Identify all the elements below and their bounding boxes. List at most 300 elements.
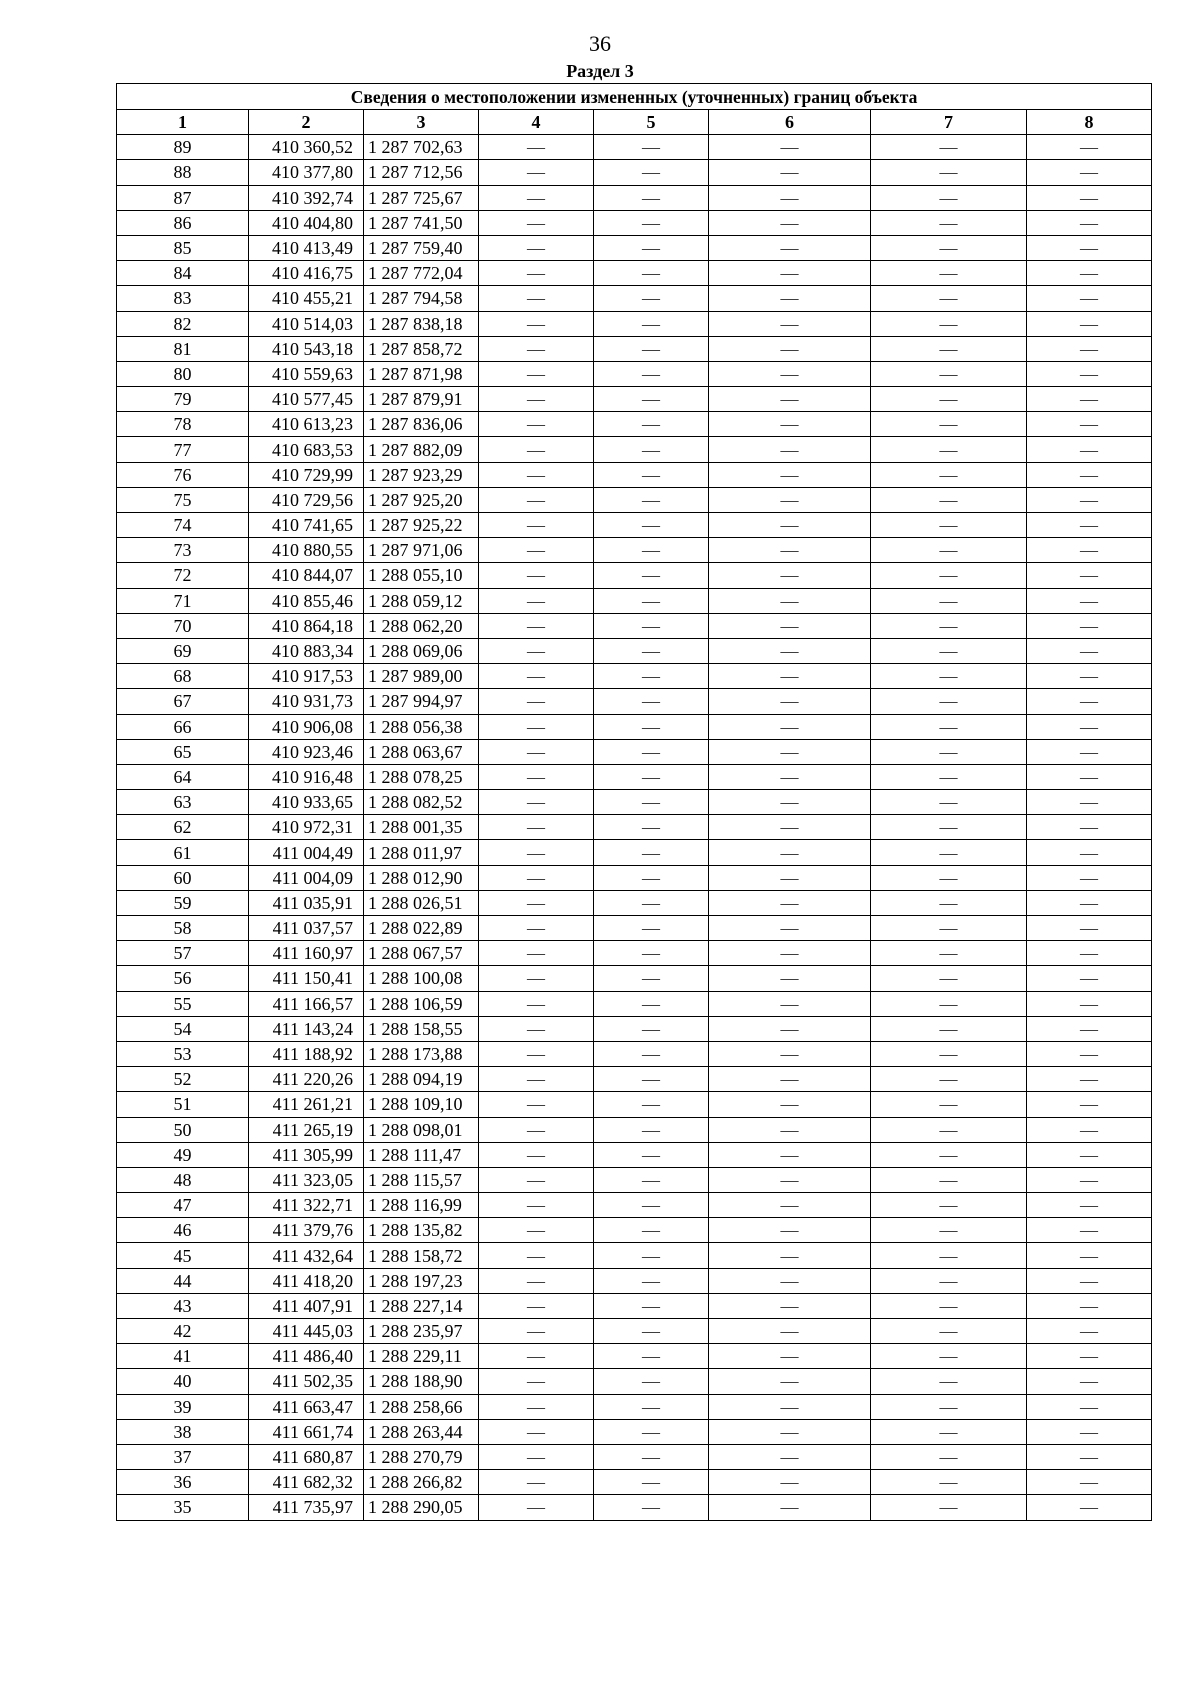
empty-value-cell: — [1027,437,1152,462]
empty-value-cell: — [1027,412,1152,437]
empty-value-cell: — [594,588,709,613]
y-coordinate-cell: 1 287 725,67 [364,185,479,210]
empty-value-cell: — [479,387,594,412]
empty-value-cell: — [479,714,594,739]
table-row [117,1016,1152,1041]
table-row [117,185,1152,210]
empty-value-cell: — [709,1344,871,1369]
y-coordinate-cell: 1 288 069,06 [364,638,479,663]
table-row [117,638,1152,663]
empty-value-cell: — [479,689,594,714]
empty-value-cell: — [479,160,594,185]
x-coordinate-cell: 410 360,52 [249,135,364,160]
empty-value-cell: — [1027,966,1152,991]
table-row [117,714,1152,739]
empty-value-cell: — [709,462,871,487]
table-row [117,563,1152,588]
point-number-cell: 39 [117,1394,249,1419]
empty-value-cell: — [1027,387,1152,412]
y-coordinate-cell: 1 288 135,82 [364,1218,479,1243]
empty-value-cell: — [594,1419,709,1444]
empty-value-cell: — [1027,336,1152,361]
empty-value-cell: — [871,815,1027,840]
table-caption-row [117,84,1152,110]
x-coordinate-cell: 410 931,73 [249,689,364,714]
x-coordinate-cell: 410 413,49 [249,235,364,260]
empty-value-cell: — [594,412,709,437]
empty-value-cell: — [479,790,594,815]
y-coordinate-cell: 1 288 235,97 [364,1319,479,1344]
x-coordinate-cell: 410 577,45 [249,387,364,412]
empty-value-cell: — [594,1243,709,1268]
empty-value-cell: — [1027,1470,1152,1495]
empty-value-cell: — [871,261,1027,286]
x-coordinate-cell: 410 916,48 [249,764,364,789]
x-coordinate-cell: 411 037,57 [249,916,364,941]
empty-value-cell: — [594,1344,709,1369]
empty-value-cell: — [709,538,871,563]
y-coordinate-cell: 1 287 871,98 [364,361,479,386]
empty-value-cell: — [594,135,709,160]
empty-value-cell: — [594,286,709,311]
empty-value-cell: — [594,613,709,638]
empty-value-cell: — [709,1444,871,1469]
empty-value-cell: — [871,966,1027,991]
point-number-cell: 46 [117,1218,249,1243]
table-row [117,437,1152,462]
empty-value-cell: — [709,588,871,613]
empty-value-cell: — [594,1319,709,1344]
point-number-cell: 81 [117,336,249,361]
table-row [117,739,1152,764]
empty-value-cell: — [594,739,709,764]
empty-value-cell: — [871,1142,1027,1167]
point-number-cell: 49 [117,1142,249,1167]
empty-value-cell: — [871,790,1027,815]
empty-value-cell: — [594,916,709,941]
empty-value-cell: — [479,638,594,663]
empty-value-cell: — [871,513,1027,538]
empty-value-cell: — [1027,1016,1152,1041]
empty-value-cell: — [479,135,594,160]
empty-value-cell: — [594,1193,709,1218]
empty-value-cell: — [709,286,871,311]
empty-value-cell: — [479,840,594,865]
empty-value-cell: — [871,840,1027,865]
point-number-cell: 86 [117,210,249,235]
empty-value-cell: — [594,840,709,865]
empty-value-cell: — [479,613,594,638]
point-number-cell: 51 [117,1092,249,1117]
empty-value-cell: — [479,1117,594,1142]
x-coordinate-cell: 410 404,80 [249,210,364,235]
table-row [117,1470,1152,1495]
table-row [117,1444,1152,1469]
empty-value-cell: — [871,1117,1027,1142]
empty-value-cell: — [709,1268,871,1293]
empty-value-cell: — [594,462,709,487]
empty-value-cell: — [594,387,709,412]
empty-value-cell: — [871,563,1027,588]
empty-value-cell: — [871,1218,1027,1243]
y-coordinate-cell: 1 287 879,91 [364,387,479,412]
empty-value-cell: — [871,1268,1027,1293]
table-row [117,613,1152,638]
empty-value-cell: — [1027,538,1152,563]
empty-value-cell: — [479,1344,594,1369]
empty-value-cell: — [1027,487,1152,512]
x-coordinate-cell: 411 188,92 [249,1041,364,1066]
empty-value-cell: — [709,412,871,437]
empty-value-cell: — [871,664,1027,689]
empty-value-cell: — [871,1344,1027,1369]
empty-value-cell: — [871,739,1027,764]
empty-value-cell: — [1027,160,1152,185]
x-coordinate-cell: 411 432,64 [249,1243,364,1268]
empty-value-cell: — [1027,941,1152,966]
x-coordinate-cell: 410 729,99 [249,462,364,487]
empty-value-cell: — [594,513,709,538]
y-coordinate-cell: 1 288 055,10 [364,563,479,588]
empty-value-cell: — [871,1419,1027,1444]
empty-value-cell: — [479,1016,594,1041]
empty-value-cell: — [871,135,1027,160]
empty-value-cell: — [594,991,709,1016]
point-number-cell: 35 [117,1495,249,1520]
table-row [117,1041,1152,1066]
empty-value-cell: — [479,261,594,286]
empty-value-cell: — [594,1092,709,1117]
x-coordinate-cell: 410 455,21 [249,286,364,311]
empty-value-cell: — [709,664,871,689]
point-number-cell: 88 [117,160,249,185]
point-number-cell: 47 [117,1193,249,1218]
empty-value-cell: — [479,513,594,538]
table-row [117,387,1152,412]
empty-value-cell: — [871,1444,1027,1469]
empty-value-cell: — [1027,916,1152,941]
empty-value-cell: — [594,714,709,739]
point-number-cell: 82 [117,311,249,336]
empty-value-cell: — [1027,815,1152,840]
column-header: 6 [709,110,871,135]
point-number-cell: 62 [117,815,249,840]
x-coordinate-cell: 411 418,20 [249,1268,364,1293]
empty-value-cell: — [479,1369,594,1394]
empty-value-cell: — [709,1495,871,1520]
point-number-cell: 64 [117,764,249,789]
table-row [117,311,1152,336]
point-number-cell: 80 [117,361,249,386]
empty-value-cell: — [1027,1218,1152,1243]
empty-value-cell: — [871,538,1027,563]
empty-value-cell: — [709,1319,871,1344]
empty-value-cell: — [1027,739,1152,764]
empty-value-cell: — [871,286,1027,311]
section-title: Раздел 3 [566,61,634,81]
empty-value-cell: — [594,1117,709,1142]
table-row [117,790,1152,815]
point-number-cell: 73 [117,538,249,563]
empty-value-cell: — [594,966,709,991]
empty-value-cell: — [1027,185,1152,210]
point-number-cell: 71 [117,588,249,613]
empty-value-cell: — [709,336,871,361]
empty-value-cell: — [1027,638,1152,663]
x-coordinate-cell: 411 407,91 [249,1293,364,1318]
empty-value-cell: — [594,311,709,336]
empty-value-cell: — [1027,689,1152,714]
point-number-cell: 44 [117,1268,249,1293]
y-coordinate-cell: 1 288 258,66 [364,1394,479,1419]
y-coordinate-cell: 1 288 188,90 [364,1369,479,1394]
empty-value-cell: — [479,235,594,260]
empty-value-cell: — [479,487,594,512]
y-coordinate-cell: 1 288 067,57 [364,941,479,966]
empty-value-cell: — [709,1092,871,1117]
empty-value-cell: — [594,1293,709,1318]
empty-value-cell: — [479,1041,594,1066]
y-coordinate-cell: 1 287 994,97 [364,689,479,714]
page-number: 36 [589,31,611,56]
empty-value-cell: — [871,1067,1027,1092]
table-row [117,941,1152,966]
empty-value-cell: — [709,1470,871,1495]
empty-value-cell: — [871,1495,1027,1520]
y-coordinate-cell: 1 288 026,51 [364,890,479,915]
empty-value-cell: — [871,638,1027,663]
empty-value-cell: — [1027,1041,1152,1066]
empty-value-cell: — [871,1167,1027,1192]
x-coordinate-cell: 411 220,26 [249,1067,364,1092]
x-coordinate-cell: 411 004,49 [249,840,364,865]
empty-value-cell: — [709,387,871,412]
table-row [117,513,1152,538]
empty-value-cell: — [871,437,1027,462]
y-coordinate-cell: 1 288 115,57 [364,1167,479,1192]
column-header: 3 [364,110,479,135]
empty-value-cell: — [594,865,709,890]
column-header: 4 [479,110,594,135]
empty-value-cell: — [594,1218,709,1243]
y-coordinate-cell: 1 288 229,11 [364,1344,479,1369]
table-row [117,1344,1152,1369]
x-coordinate-cell: 410 613,23 [249,412,364,437]
empty-value-cell: — [871,210,1027,235]
table-row [117,1167,1152,1192]
point-number-cell: 74 [117,513,249,538]
y-coordinate-cell: 1 287 772,04 [364,261,479,286]
empty-value-cell: — [479,1092,594,1117]
x-coordinate-cell: 411 160,97 [249,941,364,966]
table-row [117,840,1152,865]
empty-value-cell: — [1027,790,1152,815]
x-coordinate-cell: 411 261,21 [249,1092,364,1117]
empty-value-cell: — [479,412,594,437]
empty-value-cell: — [1027,361,1152,386]
x-coordinate-cell: 411 680,87 [249,1444,364,1469]
empty-value-cell: — [1027,1117,1152,1142]
table-row [117,689,1152,714]
y-coordinate-cell: 1 288 056,38 [364,714,479,739]
empty-value-cell: — [479,1067,594,1092]
y-coordinate-cell: 1 288 270,79 [364,1444,479,1469]
x-coordinate-cell: 410 416,75 [249,261,364,286]
table-row [117,1218,1152,1243]
empty-value-cell: — [871,1092,1027,1117]
empty-value-cell: — [709,135,871,160]
empty-value-cell: — [479,1218,594,1243]
empty-value-cell: — [709,210,871,235]
y-coordinate-cell: 1 288 111,47 [364,1142,479,1167]
empty-value-cell: — [871,1369,1027,1394]
y-coordinate-cell: 1 288 022,89 [364,916,479,941]
empty-value-cell: — [1027,462,1152,487]
empty-value-cell: — [871,185,1027,210]
y-coordinate-cell: 1 288 266,82 [364,1470,479,1495]
point-number-cell: 57 [117,941,249,966]
y-coordinate-cell: 1 288 098,01 [364,1117,479,1142]
empty-value-cell: — [594,664,709,689]
point-number-cell: 48 [117,1167,249,1192]
y-coordinate-cell: 1 287 925,22 [364,513,479,538]
point-number-cell: 41 [117,1344,249,1369]
x-coordinate-cell: 410 864,18 [249,613,364,638]
empty-value-cell: — [871,991,1027,1016]
x-coordinate-cell: 410 729,56 [249,487,364,512]
empty-value-cell: — [709,1117,871,1142]
point-number-cell: 78 [117,412,249,437]
table-row [117,462,1152,487]
empty-value-cell: — [594,1142,709,1167]
point-number-cell: 54 [117,1016,249,1041]
empty-value-cell: — [479,1394,594,1419]
point-number-cell: 40 [117,1369,249,1394]
x-coordinate-cell: 410 855,46 [249,588,364,613]
empty-value-cell: — [594,1369,709,1394]
table-row [117,336,1152,361]
empty-value-cell: — [871,941,1027,966]
empty-value-cell: — [594,890,709,915]
empty-value-cell: — [594,790,709,815]
empty-value-cell: — [1027,1092,1152,1117]
empty-value-cell: — [479,311,594,336]
empty-value-cell: — [1027,714,1152,739]
empty-value-cell: — [594,1041,709,1066]
table-row [117,1092,1152,1117]
empty-value-cell: — [479,1268,594,1293]
empty-value-cell: — [709,790,871,815]
table-row [117,991,1152,1016]
x-coordinate-cell: 410 972,31 [249,815,364,840]
x-coordinate-cell: 411 661,74 [249,1419,364,1444]
point-number-cell: 45 [117,1243,249,1268]
empty-value-cell: — [1027,613,1152,638]
empty-value-cell: — [871,1243,1027,1268]
empty-value-cell: — [594,1444,709,1469]
empty-value-cell: — [871,361,1027,386]
empty-value-cell: — [1027,1419,1152,1444]
x-coordinate-cell: 410 559,63 [249,361,364,386]
empty-value-cell: — [594,487,709,512]
empty-value-cell: — [709,1369,871,1394]
point-number-cell: 63 [117,790,249,815]
point-number-cell: 42 [117,1319,249,1344]
empty-value-cell: — [1027,261,1152,286]
empty-value-cell: — [1027,1167,1152,1192]
empty-value-cell: — [479,286,594,311]
x-coordinate-cell: 410 917,53 [249,664,364,689]
point-number-cell: 50 [117,1117,249,1142]
empty-value-cell: — [1027,1067,1152,1092]
point-number-cell: 89 [117,135,249,160]
x-coordinate-cell: 410 683,53 [249,437,364,462]
empty-value-cell: — [594,235,709,260]
y-coordinate-cell: 1 288 100,08 [364,966,479,991]
point-number-cell: 52 [117,1067,249,1092]
x-coordinate-cell: 411 486,40 [249,1344,364,1369]
empty-value-cell: — [1027,563,1152,588]
empty-value-cell: — [709,991,871,1016]
x-coordinate-cell: 411 735,97 [249,1495,364,1520]
empty-value-cell: — [479,185,594,210]
empty-value-cell: — [594,1067,709,1092]
empty-value-cell: — [1027,210,1152,235]
empty-value-cell: — [479,941,594,966]
empty-value-cell: — [871,412,1027,437]
point-number-cell: 60 [117,865,249,890]
table-row [117,588,1152,613]
empty-value-cell: — [1027,1369,1152,1394]
y-coordinate-cell: 1 287 989,00 [364,664,479,689]
empty-value-cell: — [479,1495,594,1520]
empty-value-cell: — [709,764,871,789]
y-coordinate-cell: 1 287 759,40 [364,235,479,260]
empty-value-cell: — [479,739,594,764]
table-row [117,764,1152,789]
table-row [117,890,1152,915]
empty-value-cell: — [1027,764,1152,789]
y-coordinate-cell: 1 288 063,67 [364,739,479,764]
empty-value-cell: — [594,1394,709,1419]
empty-value-cell: — [709,638,871,663]
empty-value-cell: — [594,1470,709,1495]
empty-value-cell: — [479,1167,594,1192]
empty-value-cell: — [1027,1344,1152,1369]
empty-value-cell: — [709,361,871,386]
empty-value-cell: — [594,1016,709,1041]
empty-value-cell: — [709,865,871,890]
x-coordinate-cell: 410 741,65 [249,513,364,538]
table-row [117,1117,1152,1142]
empty-value-cell: — [479,1142,594,1167]
empty-value-cell: — [709,890,871,915]
empty-value-cell: — [871,689,1027,714]
empty-value-cell: — [871,714,1027,739]
table-row [117,1243,1152,1268]
point-number-cell: 85 [117,235,249,260]
empty-value-cell: — [709,487,871,512]
point-number-cell: 66 [117,714,249,739]
empty-value-cell: — [479,916,594,941]
empty-value-cell: — [709,1243,871,1268]
x-coordinate-cell: 411 379,76 [249,1218,364,1243]
table-row [117,1193,1152,1218]
empty-value-cell: — [1027,1495,1152,1520]
empty-value-cell: — [594,764,709,789]
y-coordinate-cell: 1 287 925,20 [364,487,479,512]
table-row [117,1394,1152,1419]
